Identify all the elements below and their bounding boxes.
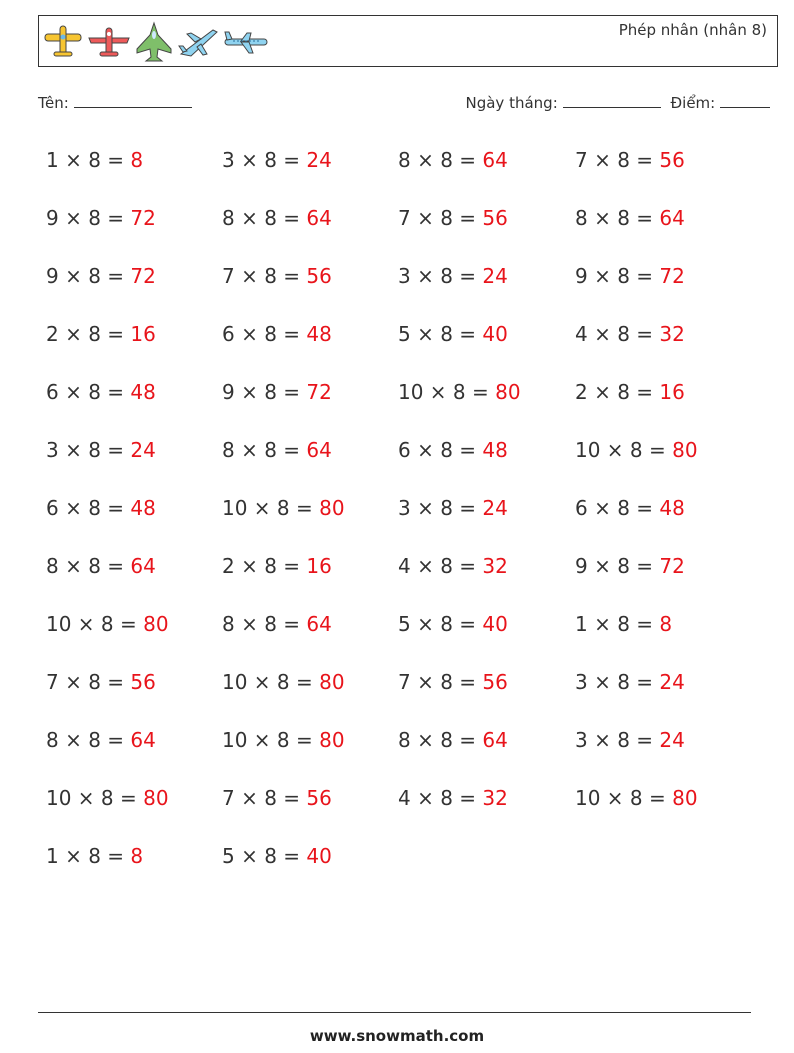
problem-answer: 80 <box>672 438 698 462</box>
problem-question: 8 × 8 = <box>46 728 125 752</box>
problem-question: 5 × 8 = <box>222 844 301 868</box>
date-score-fields <box>466 93 771 112</box>
problem-item <box>46 844 143 868</box>
problem-question: 6 × 8 = <box>46 496 125 520</box>
problem-item <box>398 496 508 520</box>
problem-answer: 56 <box>482 670 508 694</box>
problem-question: 9 × 8 = <box>575 554 654 578</box>
problem-answer: 64 <box>306 206 332 230</box>
problem-answer: 80 <box>319 496 345 520</box>
problem-item <box>222 206 332 230</box>
problem-question: 10 × 8 = <box>222 496 313 520</box>
problem-question: 2 × 8 = <box>222 554 301 578</box>
problem-answer: 8 <box>130 148 144 172</box>
problem-item <box>575 612 672 636</box>
problem-item <box>46 728 156 752</box>
problem-item <box>575 380 685 404</box>
problem-item <box>46 786 169 810</box>
problem-item <box>46 206 156 230</box>
problem-answer: 48 <box>306 322 332 346</box>
problem-question: 9 × 8 = <box>222 380 301 404</box>
worksheet-title: Phép nhân (nhân 8) <box>618 21 767 39</box>
problem-answer: 64 <box>482 728 508 752</box>
problem-item <box>575 438 698 462</box>
problem-item <box>575 670 685 694</box>
problem-answer: 64 <box>130 554 156 578</box>
problem-item <box>575 148 685 172</box>
problem-answer: 64 <box>659 206 685 230</box>
problem-question: 8 × 8 = <box>222 438 301 462</box>
problem-item <box>46 496 156 520</box>
problem-question: 10 × 8 = <box>575 786 666 810</box>
problem-answer: 80 <box>143 786 169 810</box>
problem-question: 7 × 8 = <box>222 786 301 810</box>
problem-question: 3 × 8 = <box>46 438 125 462</box>
problem-answer: 8 <box>130 844 144 868</box>
problem-answer: 40 <box>306 844 332 868</box>
problem-answer: 16 <box>659 380 685 404</box>
problem-question: 6 × 8 = <box>398 438 477 462</box>
problem-question: 8 × 8 = <box>398 728 477 752</box>
problem-question: 10 × 8 = <box>575 438 666 462</box>
header-box <box>38 15 778 67</box>
problem-question: 10 × 8 = <box>222 670 313 694</box>
problem-question: 1 × 8 = <box>575 612 654 636</box>
problem-answer: 24 <box>306 148 332 172</box>
problem-item <box>398 728 508 752</box>
problem-question: 3 × 8 = <box>575 728 654 752</box>
problem-item <box>46 148 143 172</box>
problem-question: 8 × 8 = <box>398 148 477 172</box>
problem-item <box>575 322 685 346</box>
problem-answer: 72 <box>306 380 332 404</box>
problem-item <box>222 728 345 752</box>
name-field <box>38 93 192 112</box>
problem-item <box>46 438 156 462</box>
problem-question: 8 × 8 = <box>575 206 654 230</box>
problem-item <box>575 206 685 230</box>
score-label: Điểm: <box>670 94 716 112</box>
score-field <box>671 93 770 112</box>
problem-answer: 56 <box>306 264 332 288</box>
problem-item <box>46 264 156 288</box>
problem-answer: 24 <box>659 728 685 752</box>
date-blank[interactable] <box>563 93 661 108</box>
problem-answer: 32 <box>482 554 508 578</box>
score-blank[interactable] <box>720 93 770 108</box>
problem-item <box>222 496 345 520</box>
problem-item <box>46 554 156 578</box>
problem-answer: 80 <box>143 612 169 636</box>
green-jet-icon <box>135 21 173 63</box>
problem-question: 7 × 8 = <box>398 670 477 694</box>
problem-item <box>398 670 508 694</box>
problem-question: 5 × 8 = <box>398 612 477 636</box>
problem-item <box>222 670 345 694</box>
problem-answer: 80 <box>319 670 345 694</box>
problem-answer: 72 <box>130 264 156 288</box>
problem-item <box>222 786 332 810</box>
problem-answer: 64 <box>306 438 332 462</box>
problem-item <box>575 264 685 288</box>
problem-question: 6 × 8 = <box>222 322 301 346</box>
problem-answer: 16 <box>306 554 332 578</box>
problem-answer: 72 <box>659 264 685 288</box>
problem-question: 4 × 8 = <box>398 786 477 810</box>
problem-answer: 24 <box>130 438 156 462</box>
problem-item <box>398 206 508 230</box>
problem-item <box>575 786 698 810</box>
problem-item <box>398 612 508 636</box>
name-label: Tên: <box>38 94 69 112</box>
problem-answer: 72 <box>130 206 156 230</box>
blue-jet-icon <box>177 24 219 60</box>
problem-answer: 56 <box>482 206 508 230</box>
problem-answer: 64 <box>482 148 508 172</box>
blue-airliner-icon <box>223 27 269 57</box>
problem-question: 3 × 8 = <box>222 148 301 172</box>
problem-question: 10 × 8 = <box>398 380 489 404</box>
problem-question: 10 × 8 = <box>222 728 313 752</box>
problem-answer: 40 <box>482 612 508 636</box>
problem-answer: 32 <box>482 786 508 810</box>
problem-answer: 24 <box>659 670 685 694</box>
problem-item <box>222 554 332 578</box>
problem-question: 8 × 8 = <box>222 612 301 636</box>
problem-question: 7 × 8 = <box>398 206 477 230</box>
problem-question: 4 × 8 = <box>575 322 654 346</box>
problem-answer: 80 <box>495 380 521 404</box>
problem-item <box>398 380 521 404</box>
problem-question: 3 × 8 = <box>398 496 477 520</box>
problem-answer: 40 <box>482 322 508 346</box>
problem-answer: 64 <box>130 728 156 752</box>
footer-url: www.snowmath.com <box>309 1027 485 1045</box>
problem-question: 7 × 8 = <box>46 670 125 694</box>
problem-question: 10 × 8 = <box>46 612 137 636</box>
problem-question: 8 × 8 = <box>46 554 125 578</box>
problem-question: 1 × 8 = <box>46 148 125 172</box>
problem-item <box>46 612 169 636</box>
problem-item <box>398 264 508 288</box>
problem-answer: 24 <box>482 264 508 288</box>
problem-question: 1 × 8 = <box>46 844 125 868</box>
problem-answer: 16 <box>130 322 156 346</box>
problem-answer: 72 <box>659 554 685 578</box>
yellow-plane-icon <box>43 22 83 62</box>
problem-answer: 56 <box>306 786 332 810</box>
problem-answer: 48 <box>482 438 508 462</box>
problem-answer: 8 <box>659 612 673 636</box>
problem-item <box>222 844 332 868</box>
red-plane-icon <box>87 22 131 62</box>
problem-item <box>222 612 332 636</box>
problem-question: 4 × 8 = <box>398 554 477 578</box>
problem-question: 10 × 8 = <box>46 786 137 810</box>
footer-divider <box>38 1012 751 1013</box>
problem-answer: 32 <box>659 322 685 346</box>
problem-item <box>222 264 332 288</box>
name-blank[interactable] <box>74 93 192 108</box>
problem-question: 6 × 8 = <box>46 380 125 404</box>
plane-icons <box>43 20 269 64</box>
problem-question: 2 × 8 = <box>575 380 654 404</box>
problem-answer: 48 <box>130 380 156 404</box>
problem-question: 9 × 8 = <box>575 264 654 288</box>
problem-question: 6 × 8 = <box>575 496 654 520</box>
problem-item <box>575 728 685 752</box>
problem-question: 7 × 8 = <box>222 264 301 288</box>
problem-question: 7 × 8 = <box>575 148 654 172</box>
problem-item <box>398 148 508 172</box>
problem-item <box>222 380 332 404</box>
problem-answer: 56 <box>659 148 685 172</box>
problem-item <box>222 438 332 462</box>
problem-answer: 24 <box>482 496 508 520</box>
problem-question: 9 × 8 = <box>46 206 125 230</box>
problem-item <box>222 148 332 172</box>
problem-item <box>398 554 508 578</box>
problem-answer: 64 <box>306 612 332 636</box>
problem-answer: 48 <box>130 496 156 520</box>
date-field <box>466 93 661 112</box>
problem-answer: 48 <box>659 496 685 520</box>
problem-item <box>575 554 685 578</box>
problem-question: 3 × 8 = <box>398 264 477 288</box>
problem-item <box>46 322 156 346</box>
problem-answer: 80 <box>672 786 698 810</box>
problem-item <box>575 496 685 520</box>
problem-answer: 80 <box>319 728 345 752</box>
problem-item <box>398 438 508 462</box>
problem-item <box>222 322 332 346</box>
problem-item <box>46 670 156 694</box>
problem-question: 2 × 8 = <box>46 322 125 346</box>
date-label: Ngày tháng: <box>465 94 558 112</box>
problem-question: 8 × 8 = <box>222 206 301 230</box>
problem-item <box>398 786 508 810</box>
problem-question: 9 × 8 = <box>46 264 125 288</box>
problem-answer: 56 <box>130 670 156 694</box>
problem-item <box>46 380 156 404</box>
problem-question: 5 × 8 = <box>398 322 477 346</box>
problem-question: 3 × 8 = <box>575 670 654 694</box>
problem-item <box>398 322 508 346</box>
